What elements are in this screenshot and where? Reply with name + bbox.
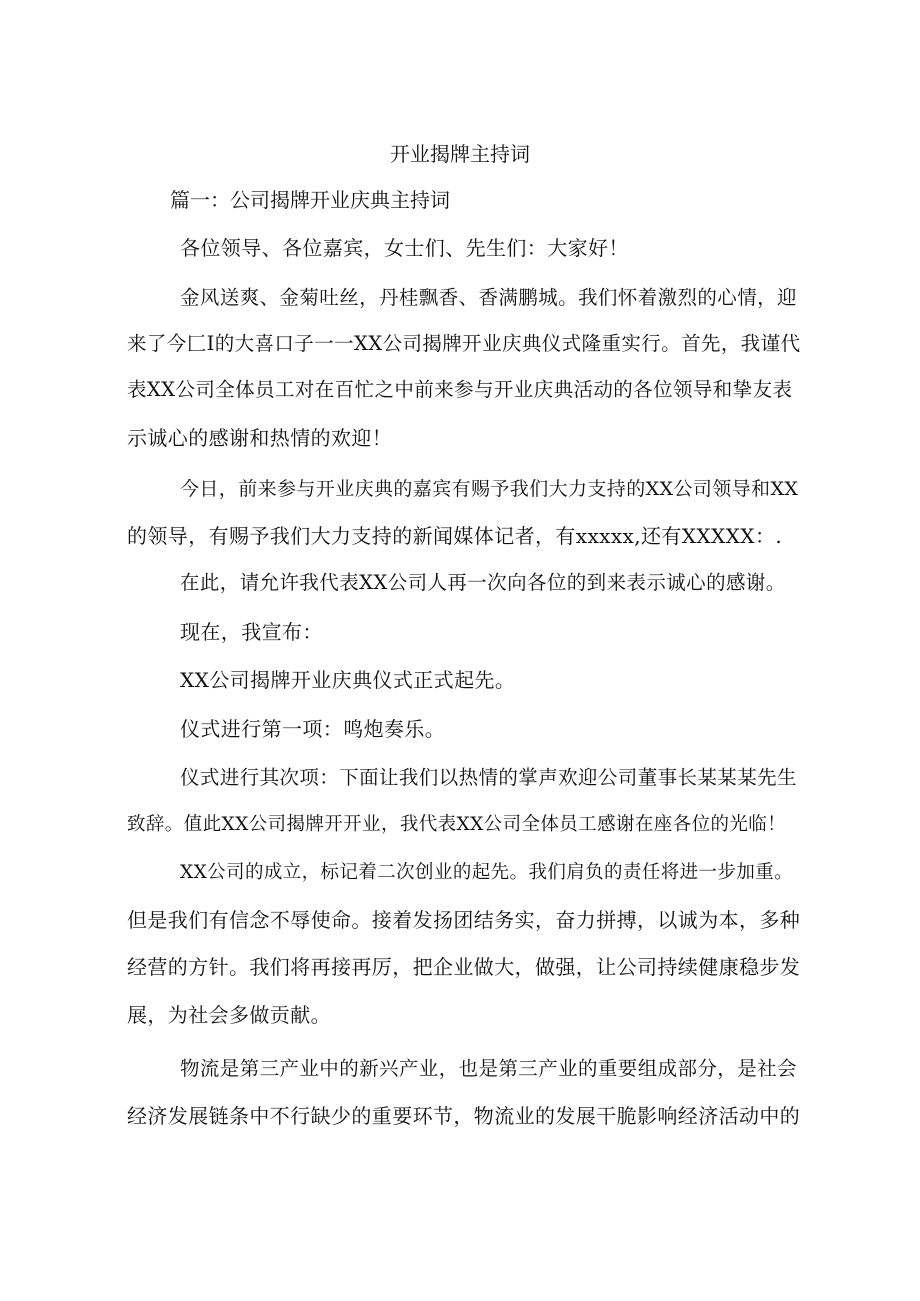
paragraph-2-line-2: 的领导，有赐予我们大力支持的新闻媒体记者，有xxxxx,还有XXXXX：. <box>127 524 783 548</box>
greeting-line: 各位领导、各位嘉宾，女士们、先生们：大家好！ <box>180 236 629 260</box>
paragraph-1-line-4: 示诚心的感谢和热情的欢迎！ <box>127 426 393 450</box>
paragraph-1-line-2: 来了今匚I的大喜口子一一XX公司揭牌开业庆典仪式隆重实行。首先，我谨代 <box>127 332 801 355</box>
document-title: 开业揭牌主持词 <box>390 142 530 166</box>
paragraph-2-line-1: 今日，前来参与开业庆典的嘉宾有赐予我们大力支持的XX公司领导和XX <box>180 478 799 500</box>
ceremony-item-2-line-2: 致辞。值此XX公司揭牌开开业，我代表XX公司全体员工感谢在座各位的光临！ <box>127 814 787 835</box>
paragraph-1-line-1: 金风送爽、金菊吐丝，丹桂飘香、香满鹏城。我们怀着激烈的心情，迎 <box>180 286 797 309</box>
paragraph-3-line-2: 但是我们有信念不辱使命。接着发扬团结务实，奋力拼搏，以诚为本，多种 <box>127 908 801 932</box>
ceremony-item-1-line: 仪式进行第一项：鸣炮奏乐。 <box>180 717 446 741</box>
paragraph-4-line-1: 物流是第三产业中的新兴产业，也是第三产业的重要组成部分，是社会 <box>180 1057 797 1080</box>
ceremony-start-line: XX公司揭牌开业庆典仪式正式起先。 <box>180 668 516 692</box>
paragraph-4-line-2: 经济发展链条中不行缺少的重要环节，物流业的发展干脆影响经济活动中的 <box>127 1104 801 1128</box>
paragraph-1-line-3: 表XX公司全体员工对在百忙之中前来参与开业庆典活动的各位领导和挚友表 <box>127 378 793 401</box>
paragraph-3-line-4: 展，为社会多做贡献。 <box>127 1003 331 1027</box>
announce-line: 现在，我宣布： <box>180 620 323 644</box>
ceremony-item-2-line-1: 仪式进行其次项：下面让我们以热情的掌声欢迎公司董事长某某某先生 <box>180 766 797 789</box>
thanks-line: 在此，请允许我代表XX公司人再一次向各位的到来表示诚心的感谢。 <box>180 571 786 594</box>
paragraph-3-line-3: 经营的方针。我们将再接再厉，把企业做大，做强，让公司持续健康稳步发 <box>127 955 801 979</box>
paragraph-3-line-1: XX公司的成立，标记着二次创业的起先。我们肩负的责任将进一步加重。 <box>180 862 794 883</box>
section-heading: 篇一：公司揭牌开业庆典主持词 <box>170 188 450 212</box>
